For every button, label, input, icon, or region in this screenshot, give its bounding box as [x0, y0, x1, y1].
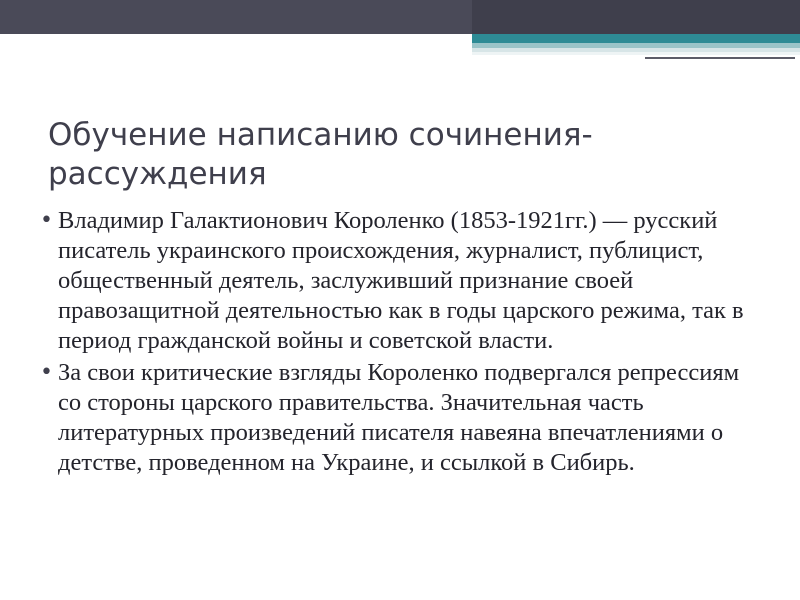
bullet-point-icon: • [40, 360, 53, 385]
slide-body [36, 206, 766, 480]
bullet-point-icon: • [40, 208, 53, 233]
header-band-teal [472, 34, 800, 43]
header-band-pale-2 [472, 52, 800, 55]
list-item-text: Владимир Галактионович Короленко (1853-1921гг.) — русский писатель украинского происхождения, журналист, публицист, общественный деятель, заслуживший признание своей правозащитной деятельностью как в годы царского режима, так в период гражданской войны и советской власти. [58, 207, 744, 354]
header-accent-rule [645, 57, 795, 59]
header-band-dark-right [472, 0, 800, 34]
list-item [36, 358, 766, 478]
slide-title: Обучение написанию сочинения-рассуждения [48, 116, 593, 193]
list-item [36, 206, 766, 356]
list-item-text: За свои критические взгляды Короленко подвергался репрессиям со стороны царского правительства. Значительная часть литературных произведений писателя навеяна впечатлениями о детстве, проведенном на Украине, и ссылкой в Сибирь. [58, 359, 740, 476]
header-band-white-left [0, 34, 472, 43]
